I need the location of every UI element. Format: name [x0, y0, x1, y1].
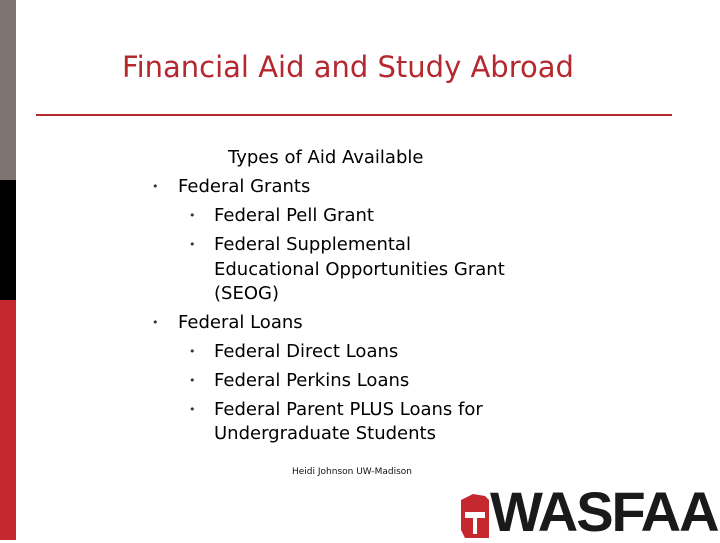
- loans-label: Federal Loans: [178, 312, 303, 333]
- list-item-continued: Educational Opportunities Grant: [214, 259, 505, 280]
- bullet-icon: •: [152, 180, 159, 193]
- bullet-icon: •: [189, 209, 196, 222]
- list-item-continued: Undergraduate Students: [214, 423, 436, 444]
- list-item: Federal Pell Grant: [214, 205, 374, 226]
- bullet-icon: •: [189, 238, 196, 251]
- bullet-icon: •: [152, 316, 159, 329]
- grants-label: Federal Grants: [178, 176, 311, 197]
- bullet-icon: •: [189, 374, 196, 387]
- subheading: Types of Aid Available: [228, 147, 424, 168]
- list-item: Federal Parent PLUS Loans for: [214, 399, 483, 420]
- footer-credit: Heidi Johnson UW-Madison: [292, 467, 412, 477]
- bullet-icon: •: [189, 345, 196, 358]
- bullet-icon: •: [189, 403, 196, 416]
- list-item: Federal Supplemental: [214, 234, 411, 255]
- wasfaa-logo: WASFAA: [490, 480, 718, 543]
- list-item-continued: (SEOG): [214, 283, 279, 304]
- list-item: Federal Direct Loans: [214, 341, 399, 362]
- list-item: Federal Perkins Loans: [214, 370, 410, 391]
- slide-title: Financial Aid and Study Abroad: [122, 50, 574, 84]
